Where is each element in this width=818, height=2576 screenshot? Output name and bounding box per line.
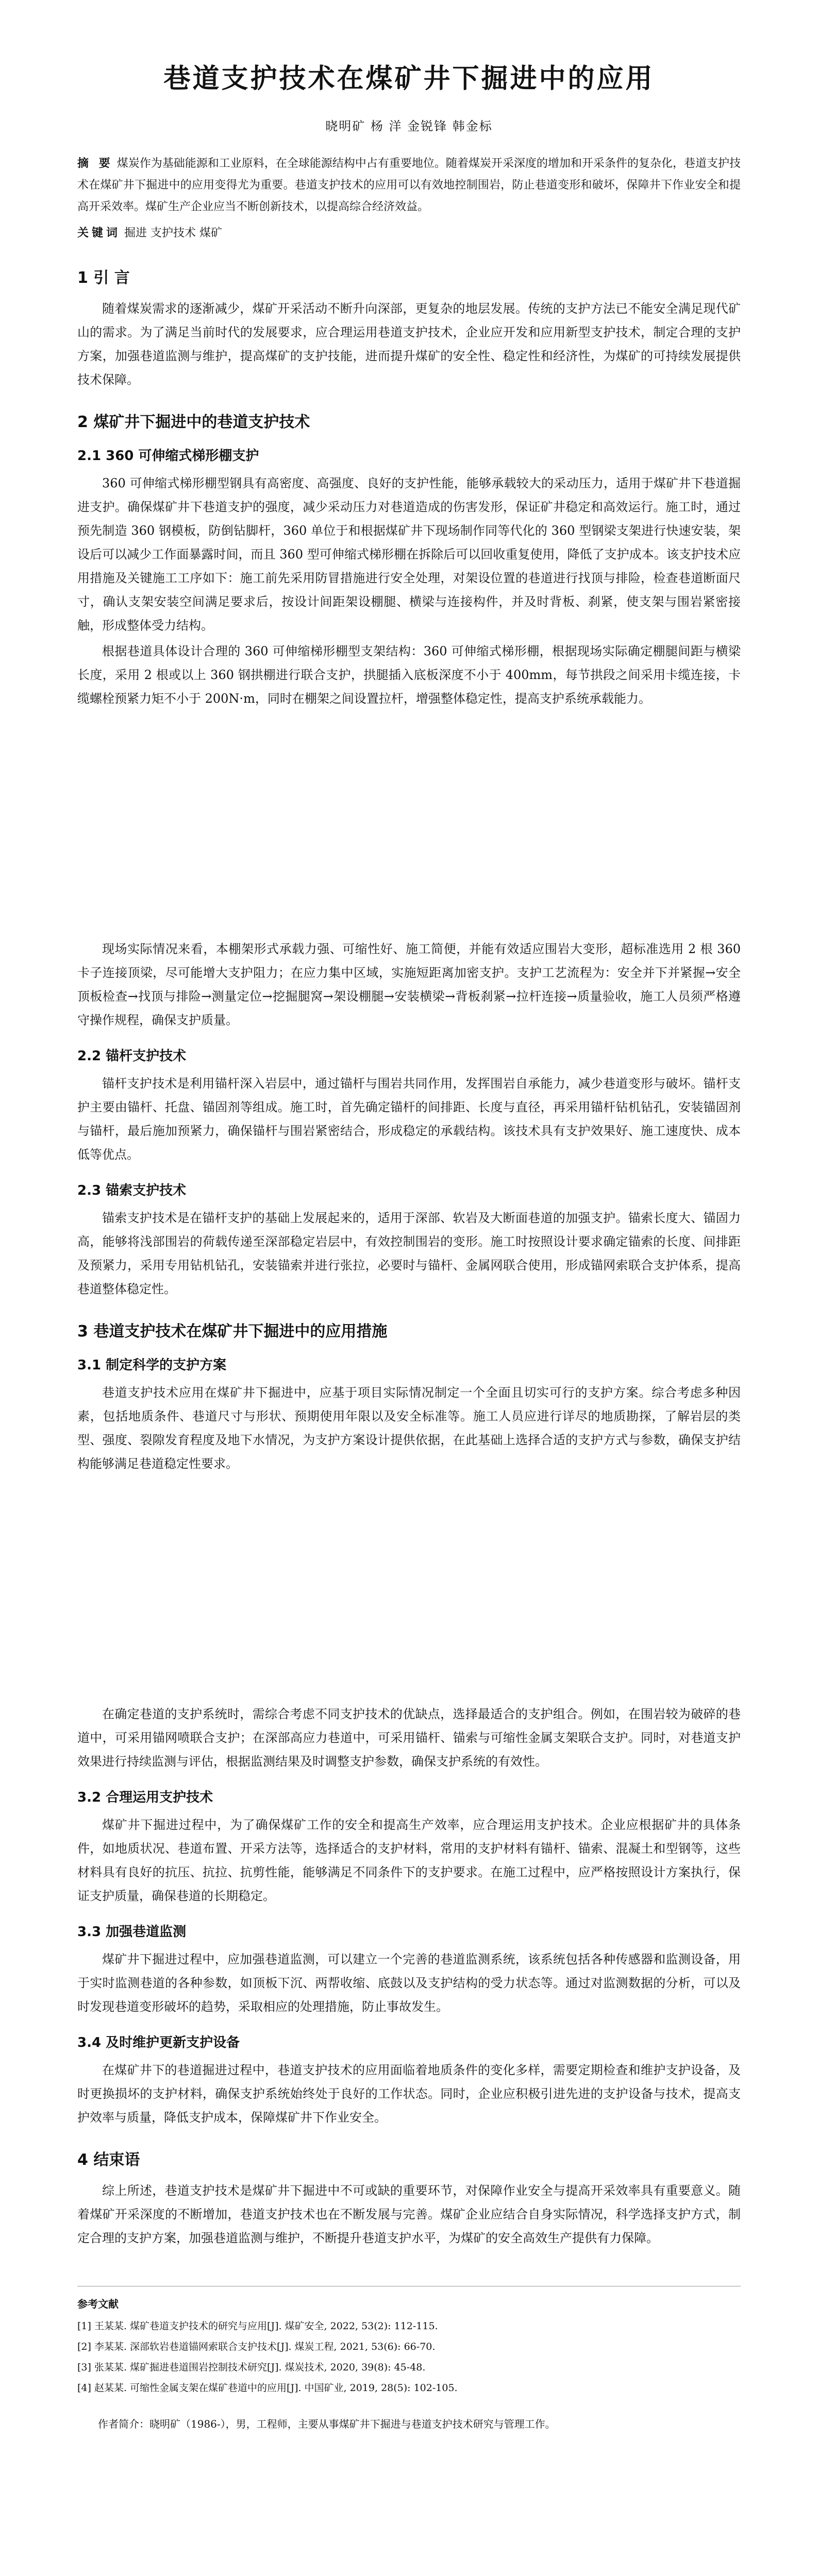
paragraph: 煤矿井下掘进过程中，应加强巷道监测，可以建立一个完善的巷道监测系统，该系统包括各种传感器和监测设备，用于实时监测巷道的各种参数，如顶板下沉、两帮收缩、底鼓以及支护结构的受力状态等。通过对监测数据的分析，可以及时发现巷道变形破坏的趋势，采取相应的处理措施，防止事故发生。 (77, 1952, 741, 2014)
paragraph: 煤矿井下掘进过程中，为了确保煤矿工作的安全和提高生产效率，应合理运用支护技术。企业应根据矿井的具体条件，如地质状况、巷道布置、开采方法等，选择适合的支护材料，常用的支护材料有锚杆、锚索、混凝土和型钢等，这些材料具有良好的抗压、抗拉、抗剪性能，能够满足不同条件下的支护要求。在施工过程中，应严格按照设计方案执行，保证支护质量，确保巷道的长期稳定。 (77, 1818, 741, 1903)
paper-authors: 晓明矿 杨 洋 金锐锋 韩金标 (325, 119, 493, 133)
paragraph: 现场实际情况来看，本棚架形式承载力强、可缩性好、施工简便，并能有效适应围岩大变形，超标准选用 2 根 360 卡子连接顶梁，尽可能增大支护阻力；在应力集中区域，实施短距离加密支护。支护工艺流程为：安全并下并紧握→安全顶板检查→找顶与排险→测量定位→挖掘腿窝→架设棚腿→安装横梁→背板刹紧→拉杆连接→质量验收，施工人员须严格遵守操作规程，确保支护质量。 (77, 942, 741, 1027)
paragraph: 随着煤炭需求的逐渐减少，煤矿开采活动不断升向深部，更复杂的地层发展。传统的支护方法已不能安全满足现代矿山的需求。为了满足当前时代的发展要求，应合理运用巷道支护技术，企业应开发和应用新型支护技术，制定合理的支护方案，加强巷道监测与维护，提高煤矿的支护技能，进而提升煤矿的安全性、稳定性和经济性，为煤矿的可持续发展提供技术保障。 (77, 301, 741, 387)
section-heading: 1 引 言 (77, 269, 130, 287)
references-list (77, 2316, 741, 2398)
keywords (77, 222, 741, 244)
reference-item: [3] 张某某. 煤矿掘进巷道围岩控制技术研究[J]. 煤炭技术, 2020, 39(8): 45-48. (77, 2362, 426, 2373)
keywords-label: 关键词 (77, 226, 121, 240)
paragraph: 根据巷道具体设计合理的 360 可伸缩梯形棚型支架结构：360 可伸缩式梯形棚，根据现场实际确定棚腿间距与横梁长度，采用 2 根或以上 360 钢拱棚进行联合支护，拱腿插入底板深度不小于 400mm，每节拱段之间采用卡缆连接，卡缆螺栓预紧力矩不小于 200N·m，同时在棚架之间设置拉杆，增强整体稳定性，提高支护系统承载能力。 (77, 644, 741, 706)
figure-area (77, 1491, 741, 1687)
abstract (77, 152, 741, 218)
section-heading: 4 结束语 (77, 2151, 140, 2169)
paragraph: 锚杆支护技术是利用锚杆深入岩层中，通过锚杆与围岩共同作用，发挥围岩自承能力，减少巷道变形与破坏。锚杆支护主要由锚杆、托盘、锚固剂等组成。施工时，首先确定锚杆的间排距、长度与直径，再采用锚杆钻机钻孔，安装锚固剂与锚杆，最后施加预紧力，确保锚杆与围岩紧密结合，形成稳定的承载结构。该技术具有支护效果好、施工速度快、成本低等优点。 (77, 1076, 741, 1162)
paper-page (77, 46, 741, 2434)
reference-item: [2] 李某某. 深部软岩巷道锚网索联合支护技术[J]. 煤炭工程, 2021, 53(6): 66-70. (77, 2341, 436, 2352)
section-heading: 2 煤矿井下掘进中的巷道支护技术 (77, 413, 310, 431)
subsection-heading: 2.2 锚杆支护技术 (77, 1048, 187, 1064)
abstract-label: 摘 要 (77, 157, 113, 170)
subsection-heading: 3.1 制定科学的支护方案 (77, 1358, 227, 1373)
paragraph: 巷道支护技术应用在煤矿井下掘进中，应基于项目实际情况制定一个全面且切实可行的支护方案。综合考虑多种因素，包括地质条件、巷道尺寸与形状、预期使用年限以及安全标准等。施工人员应进行详尽的地质勘探，了解岩层的类型、强度、裂隙发育程度及地下水情况，为支护方案设计提供依据，在此基础上选择合适的支护方式与参数，确保支护结构能够满足巷道稳定性要求。 (77, 1385, 741, 1471)
paragraph: 360 可伸缩式梯形棚型钢具有高密度、高强度、良好的支护性能，能够承载较大的采动压力，适用于煤矿井下巷道掘进支护。确保煤矿井下巷道支护的强度，减少采动压力对巷道造成的伤害发形，保证矿井稳定和高效运行。施工时，通过预先制造 360 钢模板，防倒钻脚杆，360 单位于和根据煤矿井下现场制作同等代化的 360 型钢梁支架进行快速安装，架设后可以减少工作面暴露时间，而且 360 型可伸缩式梯形棚在拆除后可以回收重复使用，降低了支护成本。该支护技术应用措施及关键施工工序如下：施工前先采用防冒措施进行安全处理，对架设位置的巷道进行找顶与排险，检查巷道断面尺寸，确认支架安装空间满足要求后，按设计间距架设棚腿、横梁与连接构件，并及时背板、刹紧，使支架与围岩紧密接触，形成整体受力结构。 (77, 476, 741, 633)
abstract-text: 煤炭作为基础能源和工业原料，在全球能源结构中占有重要地位。随着煤炭开采深度的增加和开采条件的复杂化，巷道支护技术在煤矿井下掘进中的应用变得尤为重要。巷道支护技术的应用可以有效地控制围岩，防止巷道变形和破坏，保障井下作业安全和提高开采效率。煤矿生产企业应当不断创新技术，以提高综合经济效益。 (77, 157, 741, 213)
keywords-text: 掘进 支护技术 煤矿 (124, 227, 223, 240)
subsection-heading: 3.3 加强巷道监测 (77, 1924, 187, 1940)
paper-title: 巷道支护技术在煤矿井下掘进中的应用 (163, 63, 655, 94)
section-heading: 3 巷道支护技术在煤矿井下掘进中的应用措施 (77, 1323, 388, 1341)
author-bio: 作者简介：晓明矿（1986-），男，工程师，主要从事煤矿井下掘进与巷道支护技术研究与管理工作。 (98, 2418, 556, 2430)
paragraph: 在确定巷道的支护系统时，需综合考虑不同支护技术的优缺点，选择最适合的支护组合。例如，在围岩较为破碎的巷道中，可采用锚网喷联合支护；在深部高应力巷道中，可采用锚杆、锚索与可缩性金属支架联合支护。同时，对巷道支护效果进行持续监测与评估，根据监测结果及时调整支护参数，确保支护系统的有效性。 (77, 1707, 741, 1769)
references (77, 2286, 741, 2398)
reference-item: [4] 赵某某. 可缩性金属支架在煤矿巷道中的应用[J]. 中国矿业, 2019, 28(5): 102-105. (77, 2382, 458, 2394)
paragraph: 在煤矿井下的巷道掘进过程中，巷道支护技术的应用面临着地质条件的变化多样，需要定期检查和维护支护设备，及时更换损坏的支护材料，确保支护系统始终处于良好的工作状态。同时，企业应积极引进先进的支护设备与技术，提高支护效率与质量，降低支护成本，保障煤矿井下作业安全。 (77, 2063, 741, 2125)
subsection-heading: 3.2 合理运用支护技术 (77, 1790, 213, 1805)
paper-body (77, 265, 741, 2250)
paragraph: 综上所述，巷道支护技术是煤矿井下掘进中不可或缺的重要环节，对保障作业安全与提高开采效率具有重要意义。随着煤矿开采深度的不断增加，巷道支护技术也在不断发展与完善。煤矿企业应结合自身实际情况，科学选择支护方式，制定合理的支护方案，加强巷道监测与维护，不断提升巷道支护水平，为煤矿的安全高效生产提供有力保障。 (77, 2183, 741, 2245)
subsection-heading: 2.1 360 可伸缩式梯形棚支护 (77, 448, 259, 464)
subsection-heading: 2.3 锚索支护技术 (77, 1183, 187, 1198)
paragraph: 锚索支护技术是在锚杆支护的基础上发展起来的，适用于深部、软岩及大断面巷道的加强支护。锚索长度大、锚固力高，能够将浅部围岩的荷载传递至深部稳定岩层中，有效控制围岩的变形。施工时按照设计要求确定锚索的长度、间排距及预紧力，采用专用钻机钻孔，安装锚索并进行张拉，必要时与锚杆、金属网联合使用，形成锚网索联合支护体系，提高巷道整体稳定性。 (77, 1211, 741, 1296)
figure-area (77, 726, 741, 922)
subsection-heading: 3.4 及时维护更新支护设备 (77, 2035, 240, 2050)
references-title: 参考文献 (77, 2298, 119, 2310)
reference-item: [1] 王某某. 煤矿巷道支护技术的研究与应用[J]. 煤矿安全, 2022, 53(2): 112-115. (77, 2320, 438, 2332)
